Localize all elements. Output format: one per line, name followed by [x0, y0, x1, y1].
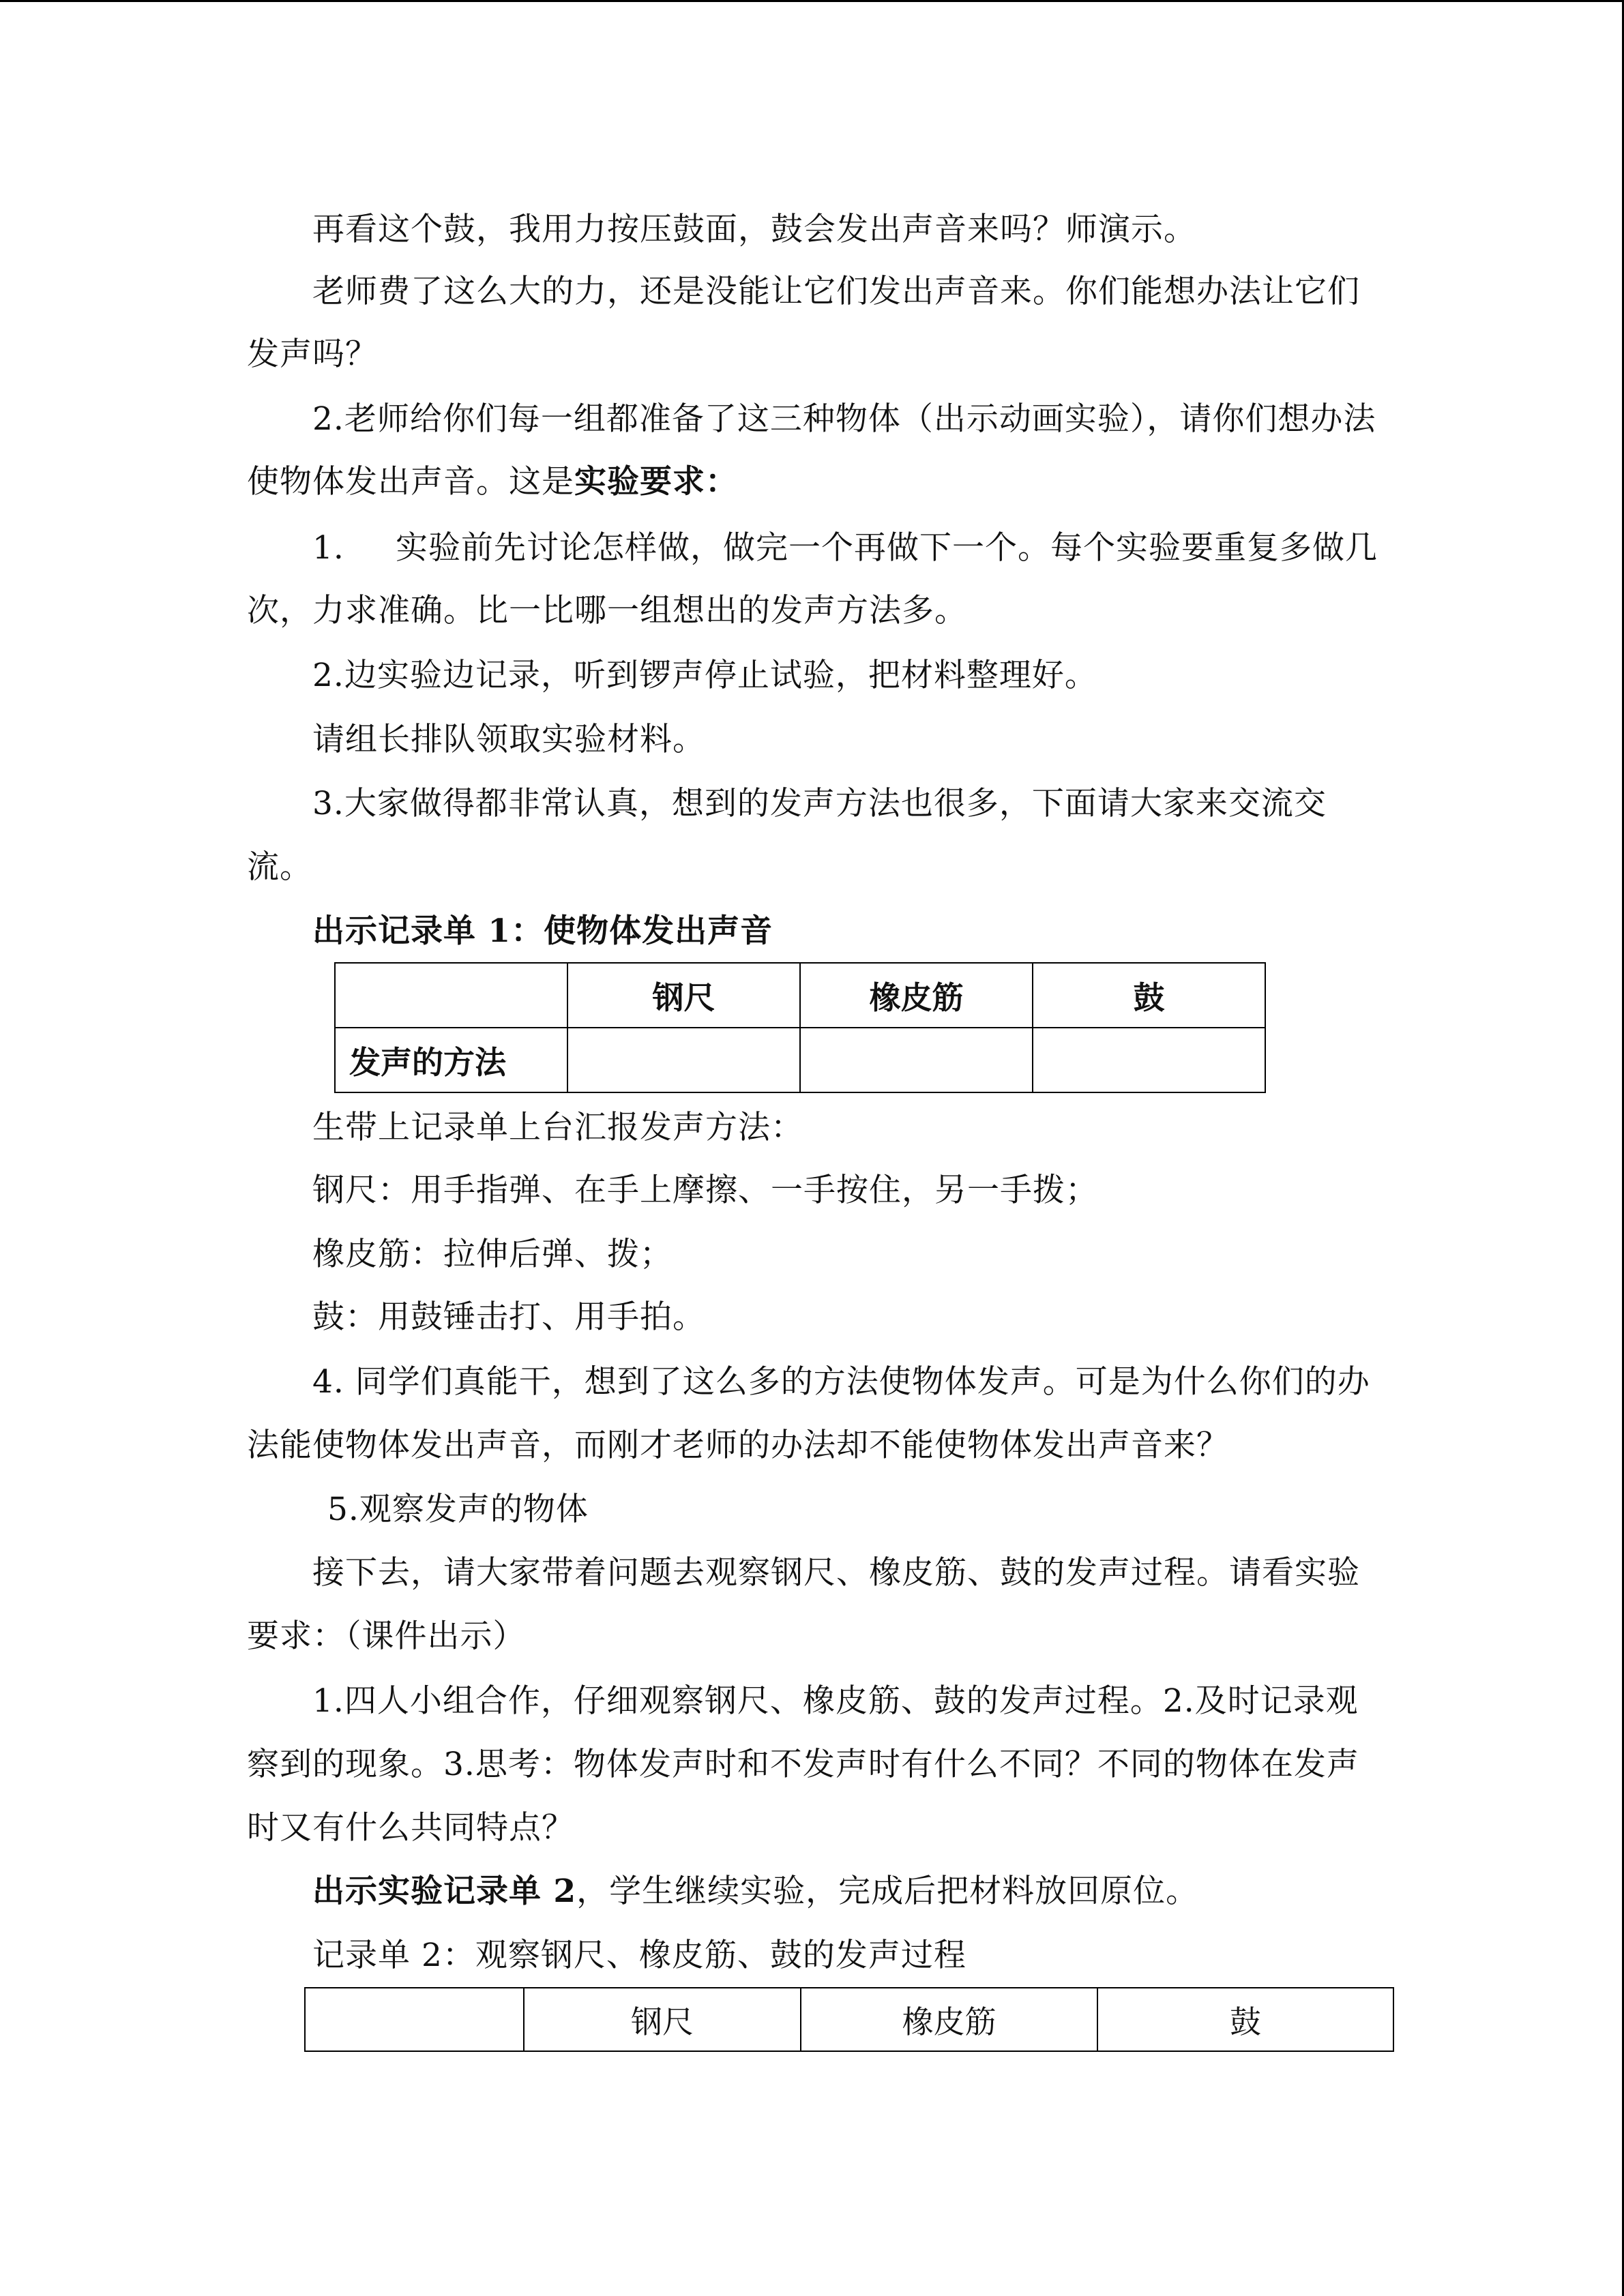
- table-header-cell: 橡皮筋: [800, 963, 1033, 1028]
- table-cell: [1033, 1028, 1265, 1092]
- paragraph-line: 老师费了这么大的力，还是没能让它们发出声音来。你们能想办法让它们: [312, 273, 1360, 310]
- paragraph-line: 橡皮筋：拉伸后弹、拨；: [312, 1236, 673, 1273]
- page-top-border: [0, 0, 1624, 2]
- paragraph-line: 发声吗？: [247, 336, 378, 373]
- paragraph-line: 2.老师给你们每一组都准备了这三种物体（出示动画实验），请你们想办法: [312, 400, 1376, 438]
- table-header-cell: 钢尺: [567, 963, 800, 1028]
- section-heading: 5.观察发声的物体: [327, 1491, 589, 1528]
- table-header-cell: 鼓: [1033, 963, 1265, 1028]
- table-row-label: 发声的方法: [335, 1028, 567, 1092]
- table-cell: [800, 1028, 1033, 1092]
- table-header-cell: 鼓: [1097, 1988, 1393, 2051]
- table-cell: [567, 1028, 800, 1092]
- paragraph-line: 再看这个鼓，我用力按压鼓面，鼓会发出声音来吗？师演示。: [312, 211, 1196, 248]
- table-row: [335, 963, 1265, 1028]
- list-number: 1.: [312, 529, 344, 567]
- paragraph-line: 时又有什么共同特点？: [247, 1809, 574, 1847]
- record-table-2: [304, 1987, 1394, 2052]
- paragraph-line: 使物体发出声音。这是实验要求：: [247, 463, 738, 501]
- paragraph-line: 实验前先讨论怎样做，做完一个再做下一个。每个实验要重复多做几: [396, 529, 1378, 567]
- table-header-cell: 钢尺: [524, 1988, 801, 2051]
- paragraph-line: 3.大家做得都非常认真，想到的发声方法也很多，下面请大家来交流交: [312, 785, 1327, 822]
- bold-phrase: 实验要求：: [574, 463, 738, 501]
- table-cell: [305, 1988, 524, 2051]
- table1-caption: 出示记录单 1：使物体发出声音: [312, 912, 773, 950]
- record-table-1: [334, 962, 1266, 1093]
- paragraph-line: 生带上记录单上台汇报发声方法：: [312, 1109, 803, 1146]
- paragraph-line: 要求：（课件出示）: [247, 1617, 526, 1655]
- paragraph-line: 流。: [247, 848, 312, 886]
- table-row: [305, 1988, 1393, 2051]
- paragraph-line: 1.四人小组合作，仔细观察钢尺、橡皮筋、鼓的发声过程。2.及时记录观: [312, 1682, 1359, 1720]
- paragraph-line: 次，力求准确。比一比哪一组想出的发声方法多。: [247, 592, 967, 629]
- paragraph-line: 请组长排队领取实验材料。: [312, 721, 705, 758]
- paragraph-line: 2.边实验边记录，听到锣声停止试验，把材料整理好。: [312, 657, 1097, 694]
- table2-caption: 记录单 2：观察钢尺、橡皮筋、鼓的发声过程: [312, 1937, 966, 1974]
- paragraph-line: 4. 同学们真能干，想到了这么多的方法使物体发声。可是为什么你们的办: [312, 1363, 1370, 1401]
- table-row: [335, 1028, 1265, 1092]
- paragraph-line: 钢尺：用手指弹、在手上摩擦、一手按住，另一手拨；: [312, 1172, 1098, 1209]
- table-cell: [335, 963, 567, 1028]
- paragraph-line: 出示实验记录单 2，学生继续实验，完成后把材料放回原位。: [312, 1873, 1199, 1910]
- paragraph-line: 法能使物体发出声音，而刚才老师的办法却不能使物体发出声音来？: [247, 1427, 1229, 1464]
- paragraph-line: 鼓：用鼓锤击打、用手拍。: [312, 1298, 705, 1336]
- paragraph-line: 察到的现象。3.思考：物体发声时和不发声时有什么不同？不同的物体在发声: [247, 1746, 1359, 1783]
- bold-phrase: 出示实验记录单 2: [312, 1873, 577, 1910]
- table-header-cell: 橡皮筋: [801, 1988, 1097, 2051]
- paragraph-line: 接下去，请大家带着问题去观察钢尺、橡皮筋、鼓的发声过程。请看实验: [312, 1554, 1360, 1592]
